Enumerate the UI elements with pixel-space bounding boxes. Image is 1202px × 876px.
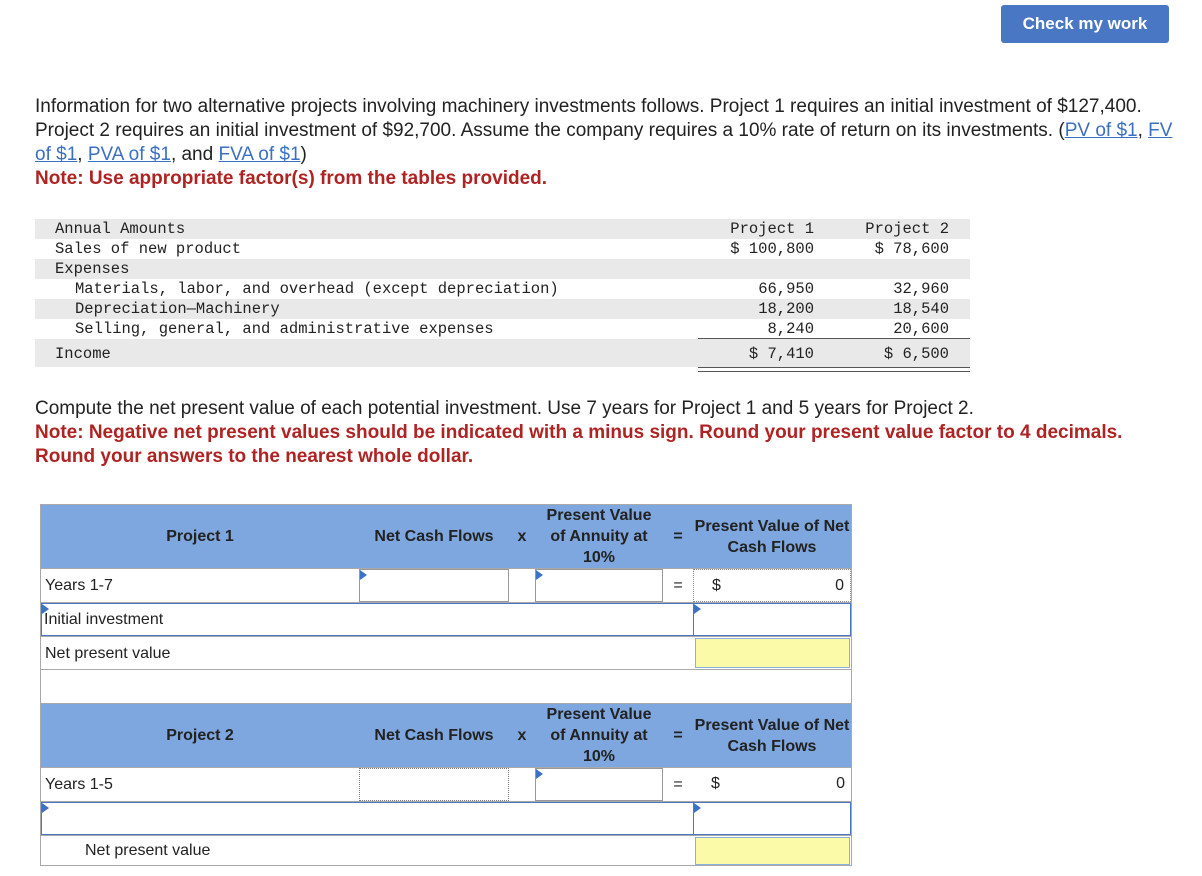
info-row-p1: 18,200 [758,300,814,318]
pva-factor-header: Present Value of Annuity at 10% [535,505,663,568]
input-marker-icon [694,604,701,614]
info-col-project1: Project 1 [730,220,814,238]
info-row-label: Sales of new product [55,240,242,258]
info-row-p1: $ 7,410 [748,345,814,363]
input-marker-icon [536,570,543,580]
info-row-label: Income [55,345,111,363]
info-header-row [35,219,970,239]
info-row-p2: 18,540 [893,300,949,318]
currency-symbol: $ [712,577,721,594]
npv-label: Net present value [85,842,211,859]
problem-intro: Information for two alternative projects involving machinery investments follows. Project 1 requires an initial investment of $127,400. Project 2 requires an initial investment of $92,700. Assume the company requires a 10% rate of return on its investments. (PV of $1, FV of $1, PVA of $1, and FVA of $1) Note: Use appropriate factor(s) from the tables provided. [35,95,1180,191]
question-instructions: Compute the net present value of each potential investment. Use 7 years for Project 1 and 5 years for Project 2. [35,398,974,419]
input-marker-icon [536,769,543,779]
info-row-p2: $ 78,600 [874,240,949,258]
info-row-income [35,339,970,367]
info-row-p2: 32,960 [893,280,949,298]
info-row-p2: 20,600 [893,320,949,338]
pv-amount: 0 [835,577,844,594]
info-row-depreciation [35,299,970,319]
pv-amount: 0 [836,775,845,792]
table-spacer [40,669,852,704]
info-row-expenses [35,259,970,279]
info-row-p1: 66,950 [758,280,814,298]
info-row-selling [35,319,970,339]
info-col-project2: Project 2 [865,220,949,238]
initial-investment-label-input[interactable] [41,603,693,636]
info-row-p1: $ 100,800 [730,240,814,258]
info-row-label: Depreciation—Machinery [75,300,280,318]
equals-operator: = [663,704,693,767]
link-fv-of-1[interactable]: FV of $1 [35,120,1173,165]
years-label: Years 1-5 [45,775,113,793]
question-note: Note: Negative net present values should be indicated with a minus sign. Round your present value factor to 4 decimals. Round your answers to the nearest whole dollar. [35,422,1123,467]
total-double-underline [698,367,970,372]
link-pva-of-1[interactable]: PVA of $1 [87,144,171,165]
annual-amounts-table [35,219,970,367]
question-text [35,397,1180,469]
info-row-sales [35,239,970,259]
initial-investment-label: Initial investment [44,610,164,628]
intro-text: Information for two alternative projects involving machinery investments follows. Project 1 requires an initial investment of $127,400. Project 2 requires an initial investment of $92,700. Assume the company requires a 10% rate of return on its investments. [35,96,1142,141]
present-value-header: Present Value of Net Cash Flows [693,704,851,767]
project1-pva-factor-input[interactable] [535,569,663,602]
currency-symbol: $ [711,775,720,792]
project1-title: Project 1 [41,505,359,568]
multiply-operator: x [509,704,535,767]
check-my-work-button[interactable]: Check my work [1001,5,1169,43]
equals-sign: = [673,576,683,594]
present-value-header: Present Value of Net Cash Flows [693,505,851,568]
multiply-operator: x [509,505,535,568]
npv-label: Net present value [45,644,171,662]
input-marker-icon [42,604,49,614]
input-marker-icon [42,803,49,813]
info-row-label: Selling, general, and administrative expenses [75,320,494,338]
years-label: Years 1-7 [45,576,113,594]
project2-row-label-input[interactable] [41,802,693,835]
info-header-label: Annual Amounts [55,220,186,238]
input-marker-icon [694,803,701,813]
project2-pv-cash-flows-value [693,768,851,801]
project1-initial-investment-input[interactable] [693,603,851,636]
info-row-p2: $ 6,500 [883,345,949,363]
project2-net-cash-flows-input[interactable] [359,768,509,801]
project2-pva-factor-input[interactable] [535,768,663,801]
project2-title: Project 2 [41,704,359,767]
input-marker-icon [360,570,367,580]
project1-net-cash-flows-input[interactable] [359,569,509,602]
net-cash-flows-header: Net Cash Flows [359,704,509,767]
info-row-label: Materials, labor, and overhead (except depreciation) [75,280,559,298]
info-row-p1: 8,240 [767,320,814,338]
link-pv-of-1[interactable]: PV of $1 [1064,120,1138,141]
project2-npv-answer[interactable] [695,837,850,865]
project1-npv-answer[interactable] [695,638,850,668]
project2-npv-table [40,703,852,866]
project1-npv-table [40,504,852,670]
pva-factor-header: Present Value of Annuity at 10% [535,704,663,767]
equals-sign: = [673,775,683,793]
net-cash-flows-header: Net Cash Flows [359,505,509,568]
link-fva-of-1[interactable]: FVA of $1 [218,144,301,165]
intro-note: Note: Use appropriate factor(s) from the tables provided. [35,168,548,189]
info-row-materials [35,279,970,299]
project2-initial-investment-input[interactable] [693,802,851,835]
info-row-label: Expenses [55,260,130,278]
equals-operator: = [663,505,693,568]
project1-pv-cash-flows-value [693,569,851,602]
